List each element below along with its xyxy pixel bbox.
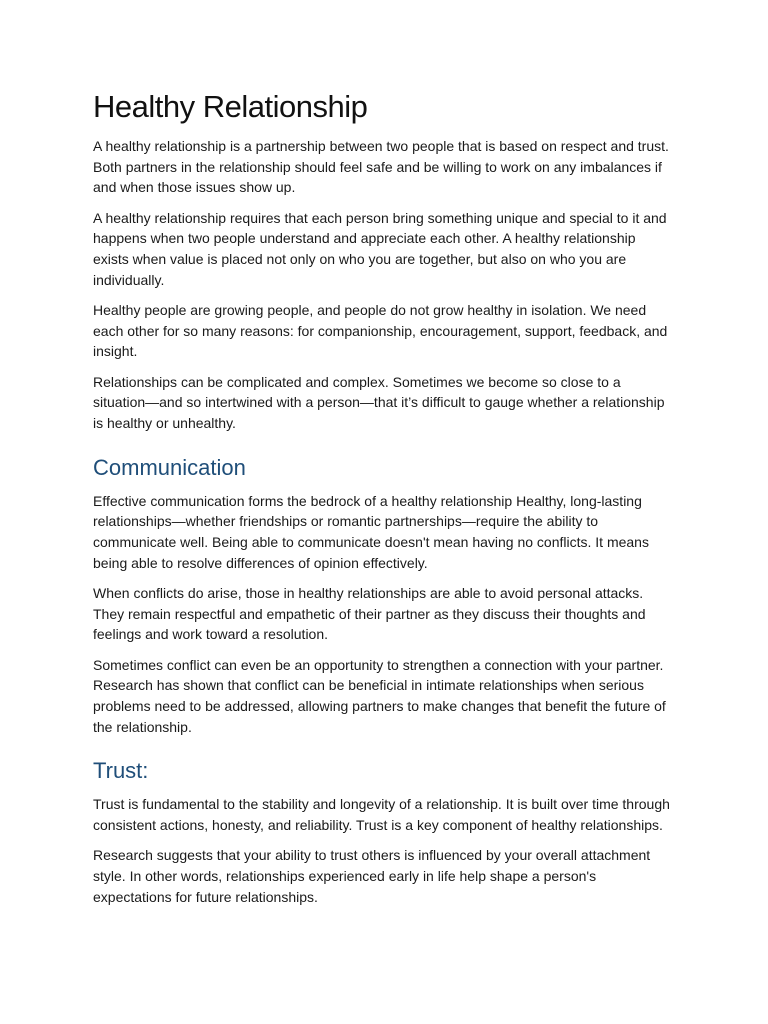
document-page [93, 88, 675, 917]
intro-paragraph-2: A healthy relationship requires that each person bring something unique and special to it and happens when two people understand and appreciate each other. A healthy relationship exists when value is placed not only on who you are together, but also on who you are individually. [93, 209, 667, 288]
trust-paragraph-2: Research suggests that your ability to trust others is influenced by your overall attachment style. In other words, relationships experienced early in life help shape a person's expectations for future relationships. [93, 847, 651, 905]
intro-paragraph-3: Healthy people are growing people, and people do not grow healthy in isolation. We need each other for so many reasons: for companionship, encouragement, support, feedback, and insight. [93, 301, 668, 360]
intro-paragraph-1: A healthy relationship is a partnership between two people that is based on respect and trust. Both partners in the relationship should feel safe and be willing to work on any imbalances if and when those issues show up. [93, 138, 669, 196]
trust-paragraph-1: Trust is fundamental to the stability and longevity of a relationship. It is built over time through consistent actions, honesty, and reliability. Trust is a key component of healthy relationships. [93, 796, 670, 834]
section-heading-communication: Communication [93, 454, 246, 480]
page-title: Healthy Relationship [93, 89, 368, 124]
communication-paragraph-1: Effective communication forms the bedrock of a healthy relationship Healthy, long-lasting relationships—whether friendships or romantic partnerships—require the ability to communicate well. Being able to communicate doesn't mean having no conflicts. It means being able to resolve differences of opinion effectively. [93, 492, 649, 571]
communication-paragraph-2: When conflicts do arise, those in healthy relationships are able to avoid personal attacks. They remain respectful and empathetic of their partner as they discuss their thoughts and feelings and work toward a resolution. [93, 584, 646, 643]
intro-paragraph-4: Relationships can be complicated and complex. Sometimes we become so close to a situation—and so intertwined with a person—that it’s difficult to gauge whether a relationship is healthy or unhealthy. [93, 373, 665, 431]
section-heading-trust: Trust: [93, 758, 149, 784]
communication-paragraph-3: Sometimes conflict can even be an opportunity to strengthen a connection with your partner. Research has shown that conflict can be beneficial in intimate relationships when serious problems need to be addressed, allowing partners to make changes that benefit the future of the relationship. [93, 656, 666, 735]
